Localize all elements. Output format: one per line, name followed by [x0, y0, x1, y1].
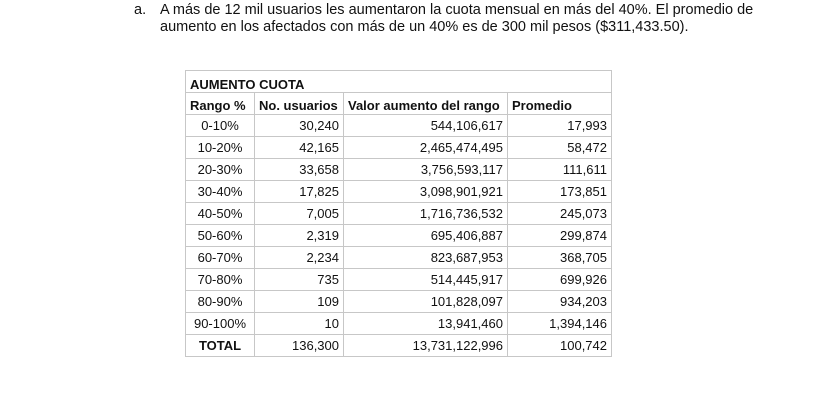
- cell-rango: 30-40%: [186, 181, 255, 203]
- cell-rango: 20-30%: [186, 159, 255, 181]
- cell-rango: 60-70%: [186, 247, 255, 269]
- table-row: [186, 181, 612, 203]
- cell-promedio: 58,472: [508, 137, 612, 159]
- aumento-cuota-table: [185, 70, 612, 357]
- cell-usuarios: 30,240: [255, 115, 344, 137]
- total-label: TOTAL: [186, 335, 255, 357]
- table-row: [186, 247, 612, 269]
- total-usuarios: 136,300: [255, 335, 344, 357]
- cell-valor: 13,941,460: [344, 313, 508, 335]
- total-promedio: 100,742: [508, 335, 612, 357]
- cell-rango: 10-20%: [186, 137, 255, 159]
- header-usuarios: No. usuarios: [255, 93, 344, 115]
- cell-valor: 101,828,097: [344, 291, 508, 313]
- cell-promedio: 17,993: [508, 115, 612, 137]
- cell-usuarios: 10: [255, 313, 344, 335]
- cell-promedio: 299,874: [508, 225, 612, 247]
- table-title-row: [186, 71, 612, 93]
- cell-valor: 3,098,901,921: [344, 181, 508, 203]
- cell-rango: 0-10%: [186, 115, 255, 137]
- list-marker: a.: [134, 2, 147, 18]
- cell-rango: 50-60%: [186, 225, 255, 247]
- table-body: [186, 115, 612, 335]
- cell-promedio: 368,705: [508, 247, 612, 269]
- cell-usuarios: 7,005: [255, 203, 344, 225]
- table-title: AUMENTO CUOTA: [186, 71, 612, 93]
- table-row: [186, 291, 612, 313]
- table-row: [186, 269, 612, 291]
- cell-usuarios: 17,825: [255, 181, 344, 203]
- cell-usuarios: 2,234: [255, 247, 344, 269]
- header-rango: Rango %: [186, 93, 255, 115]
- table-row: [186, 137, 612, 159]
- header-valor: Valor aumento del rango: [344, 93, 508, 115]
- table-row: [186, 203, 612, 225]
- cell-valor: 695,406,887: [344, 225, 508, 247]
- table-row: [186, 115, 612, 137]
- cell-rango: 90-100%: [186, 313, 255, 335]
- cell-valor: 3,756,593,117: [344, 159, 508, 181]
- cell-promedio: 934,203: [508, 291, 612, 313]
- table-row: [186, 225, 612, 247]
- cell-rango: 40-50%: [186, 203, 255, 225]
- cell-promedio: 245,073: [508, 203, 612, 225]
- cell-usuarios: 2,319: [255, 225, 344, 247]
- cell-valor: 2,465,474,495: [344, 137, 508, 159]
- paragraph-text: A más de 12 mil usuarios les aumentaron la cuota mensual en más del 40%. El promedio de aumento en los afectados con más de un 40% es de 300 mil pesos ($311,433.50).: [160, 2, 754, 35]
- table-total-row: [186, 335, 612, 357]
- table-header-row: [186, 93, 612, 115]
- header-promedio: Promedio: [508, 93, 612, 115]
- table-row: [186, 313, 612, 335]
- cell-valor: 514,445,917: [344, 269, 508, 291]
- cell-promedio: 1,394,146: [508, 313, 612, 335]
- list-item-a: [134, 2, 774, 36]
- cell-usuarios: 42,165: [255, 137, 344, 159]
- cell-promedio: 699,926: [508, 269, 612, 291]
- cell-usuarios: 33,658: [255, 159, 344, 181]
- cell-rango: 70-80%: [186, 269, 255, 291]
- cell-rango: 80-90%: [186, 291, 255, 313]
- cell-valor: 1,716,736,532: [344, 203, 508, 225]
- cell-valor: 544,106,617: [344, 115, 508, 137]
- cell-promedio: 111,611: [508, 159, 612, 181]
- cell-promedio: 173,851: [508, 181, 612, 203]
- total-valor: 13,731,122,996: [344, 335, 508, 357]
- table-row: [186, 159, 612, 181]
- cell-valor: 823,687,953: [344, 247, 508, 269]
- cell-usuarios: 735: [255, 269, 344, 291]
- cell-usuarios: 109: [255, 291, 344, 313]
